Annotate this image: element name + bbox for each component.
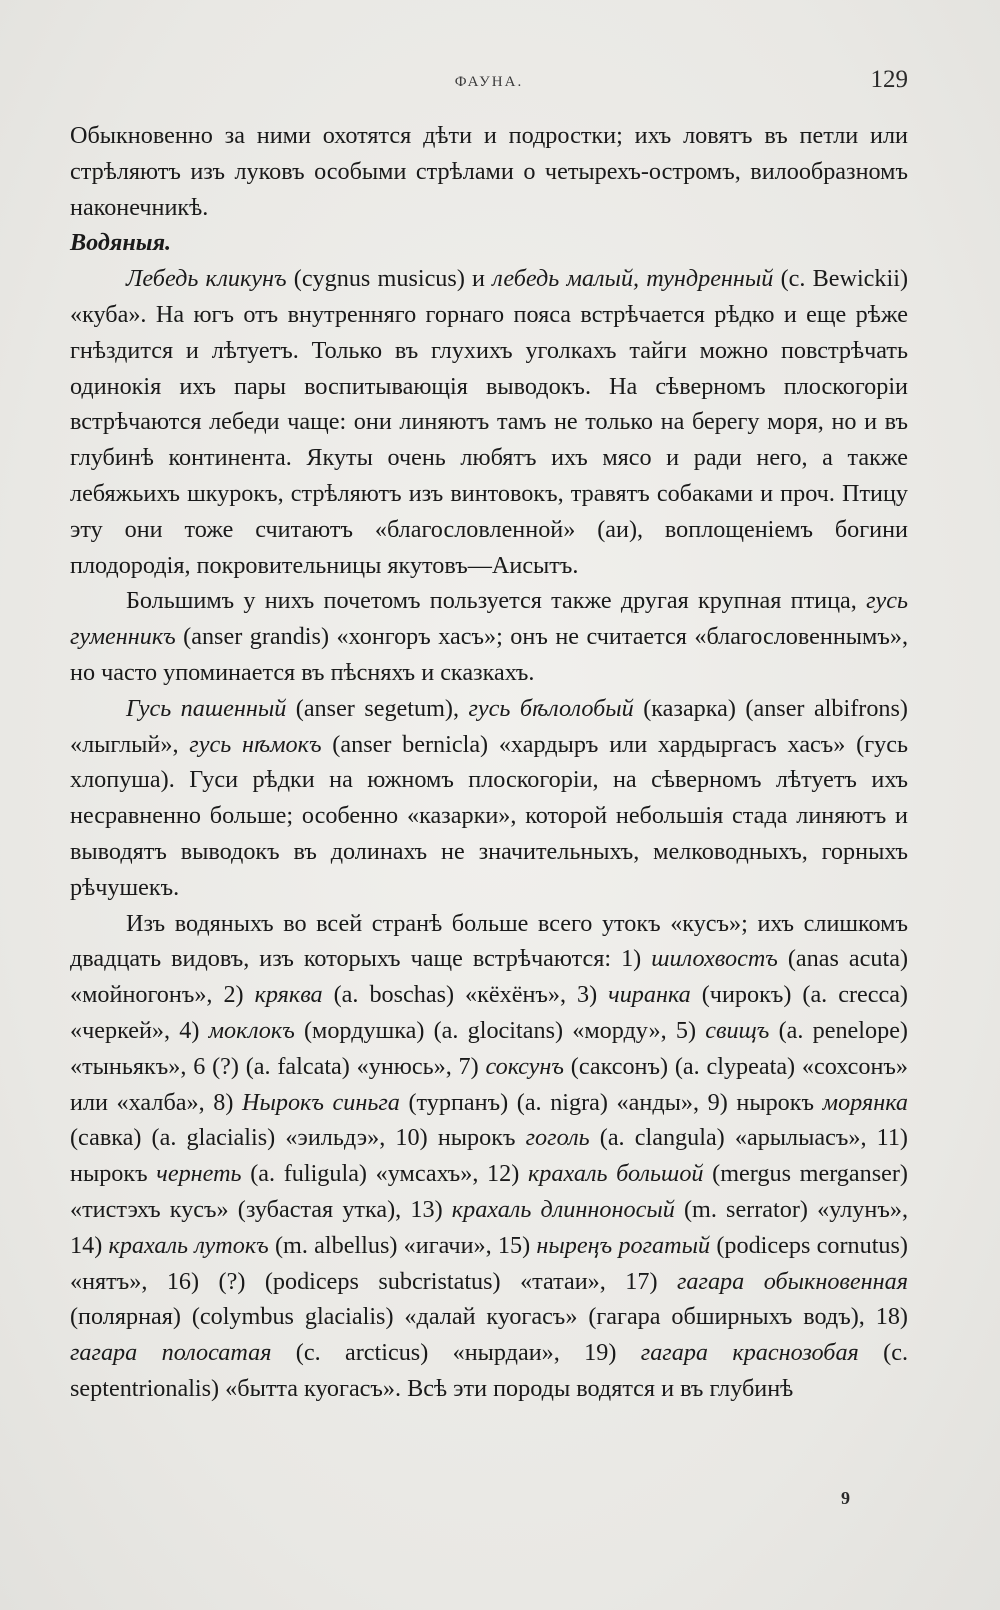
- page-body: [70, 118, 908, 1407]
- species-name: Лебедь кликунъ: [126, 265, 287, 293]
- species-name: гусь нѣмокъ: [189, 730, 322, 758]
- text-run: (чирокъ) (a. crecca) «черкей», 4): [70, 981, 908, 1044]
- text-run: (anser grandis) «хонгоръ хасъ»; онъ не считается «благословеннымъ», но часто упоминается въ пѣсняхъ и сказкахъ.: [70, 623, 908, 686]
- text-run: (c. arcticus) «нырдаи», 19): [271, 1339, 641, 1367]
- paragraph-1: [70, 118, 908, 225]
- text-run: (c. septentrionalis) «бытта куогасъ». Всѣ эти породы водятся и въ глубинѣ: [70, 1339, 908, 1402]
- text-run: (m. serrator) «улунъ», 14): [70, 1195, 908, 1259]
- text-run: Изъ водяныхъ во всей странѣ больше всего утокъ «кусъ»; ихъ слишкомъ двадцать видовъ, изъ которыхъ чаще встрѣчаются: 1): [70, 909, 908, 973]
- text-run: (podiceps cornutus) «нятъ», 16) (?) (podiceps subcristatus) «татаи», 17): [70, 1231, 908, 1295]
- page-header: [70, 66, 908, 106]
- text-run: (a. fuligula) «умсахъ», 12): [241, 1160, 528, 1188]
- text-run: Большимъ у нихъ почетомъ пользуется также другая крупная птица,: [126, 587, 867, 615]
- text-run: (савка) (a. glacialis) «эильдэ», 10) нырокъ: [70, 1124, 526, 1152]
- signature-mark: 9: [841, 1488, 850, 1508]
- text-run: (полярная) (colymbus glacialis) «далай куогасъ» (гагара обширныхъ водъ), 18): [70, 1303, 908, 1331]
- species-name: Нырокъ синьга: [242, 1088, 400, 1116]
- paragraph-goose-gumennik: [70, 583, 908, 690]
- text-run: (anser bernicla) «хардыръ или хардыргасъ хасъ» (гусь хлопуша). Гуси рѣдки на южномъ плоскогоріи, на сѣверномъ лѣтуетъ ихъ несравненно больше; особенно «казарки», которой небольшія стада линяютъ и выводятъ выводокъ въ долинахъ не значительныхъ, мелководныхъ, горныхъ рѣчушекъ.: [70, 730, 909, 901]
- text-run: (cygnus musicus) и: [286, 265, 493, 293]
- paragraph-geese: [70, 691, 908, 906]
- species-name: Гусь пашенный: [126, 694, 287, 722]
- species-name: свищъ: [705, 1016, 770, 1044]
- text-run: (mergus merganser) «тистэхъ кусъ» (зубастая утка), 13): [70, 1160, 908, 1223]
- species-name: гоголь: [525, 1124, 590, 1152]
- species-name: гагара полосатая: [70, 1339, 272, 1367]
- species-name: крахаль лутокъ: [108, 1231, 269, 1259]
- species-name: лебедь малый, тундренный: [492, 265, 774, 293]
- species-name: крахаль большой: [527, 1160, 704, 1188]
- species-name: крахаль длинноносый: [451, 1195, 675, 1223]
- text-run: (a. clangula) «арылыасъ», 11) нырокъ: [70, 1124, 908, 1188]
- text-run: (anas acuta) «мойногонъ», 2): [70, 945, 908, 1009]
- text-run: (мордушка) (a. glocitans) «морду», 5): [294, 1016, 706, 1044]
- text-run: (anser segetum),: [286, 694, 469, 722]
- species-name: гагара обыкновенная: [677, 1267, 909, 1295]
- species-name: гусь гуменникъ: [70, 587, 908, 651]
- text-run: (a. penelope) «тыньякъ», 6 (?) (a. falcata) «унюсь», 7): [70, 1016, 908, 1080]
- species-name: гусь бѣлолобый: [468, 694, 634, 722]
- page-number: 129: [870, 66, 908, 93]
- text-run: (a. boschas) «кёхёнъ», 3): [322, 981, 609, 1009]
- species-name: чернеть: [156, 1160, 242, 1188]
- text-run: (c. Bewickii) «куба». На югъ отъ внутренняго горнаго пояса встрѣчается рѣдко и еще рѣже гнѣздится и лѣтуетъ. Только въ глухихъ уголкахъ тайги можно повстрѣчать одинокія ихъ пары воспитывающія выводокъ. На сѣверномъ плоскогоріи встрѣчаются лебеди чаще: они линяютъ тамъ не только на берегу моря, но и въ глубинѣ континента. Якуты очень любятъ ихъ мясо и ради него, а также лебяжьихъ шкурокъ, стрѣляютъ изъ винтовокъ, травятъ собаками и проч. Птицу эту они тоже считаютъ «благословленной» (аи), воплощеніемъ богини плодородія, покровительницы якутовъ—Аисытъ.: [70, 265, 908, 579]
- species-name: чиранка: [608, 981, 691, 1009]
- running-head: ФАУНА.: [454, 74, 524, 90]
- paragraph-1-text: Обыкновенно за ними охотятся дѣти и подростки; ихъ ловятъ въ петли или стрѣляютъ изъ луковъ особыми стрѣлами о четырехъ-остромъ, вилообразномъ наконечникѣ.: [70, 122, 908, 221]
- species-name: кряква: [254, 981, 323, 1009]
- species-name: шилохвостъ: [651, 945, 778, 973]
- species-name: моклокъ: [208, 1016, 295, 1044]
- text-run: (турпанъ) (a. nigra) «анды», 9) нырокъ: [399, 1088, 823, 1116]
- paragraph-swans: [70, 261, 908, 583]
- text-run: (m. albellus) «игачи», 15): [268, 1231, 537, 1259]
- text-run: (саксонъ) (a. clypeata) «сохсонъ» или «халба», 8): [70, 1052, 908, 1116]
- species-name: морянка: [822, 1088, 908, 1116]
- section-heading: Водяныя.: [70, 229, 172, 257]
- species-name: ныреңъ рогатый: [536, 1231, 711, 1259]
- species-name: гагара краснозобая: [640, 1339, 859, 1367]
- paragraph-ducks: [70, 906, 908, 1407]
- species-name: соксунъ: [485, 1052, 564, 1080]
- text-run: (казарка) (anser albifrons) «лыглый»,: [70, 694, 908, 758]
